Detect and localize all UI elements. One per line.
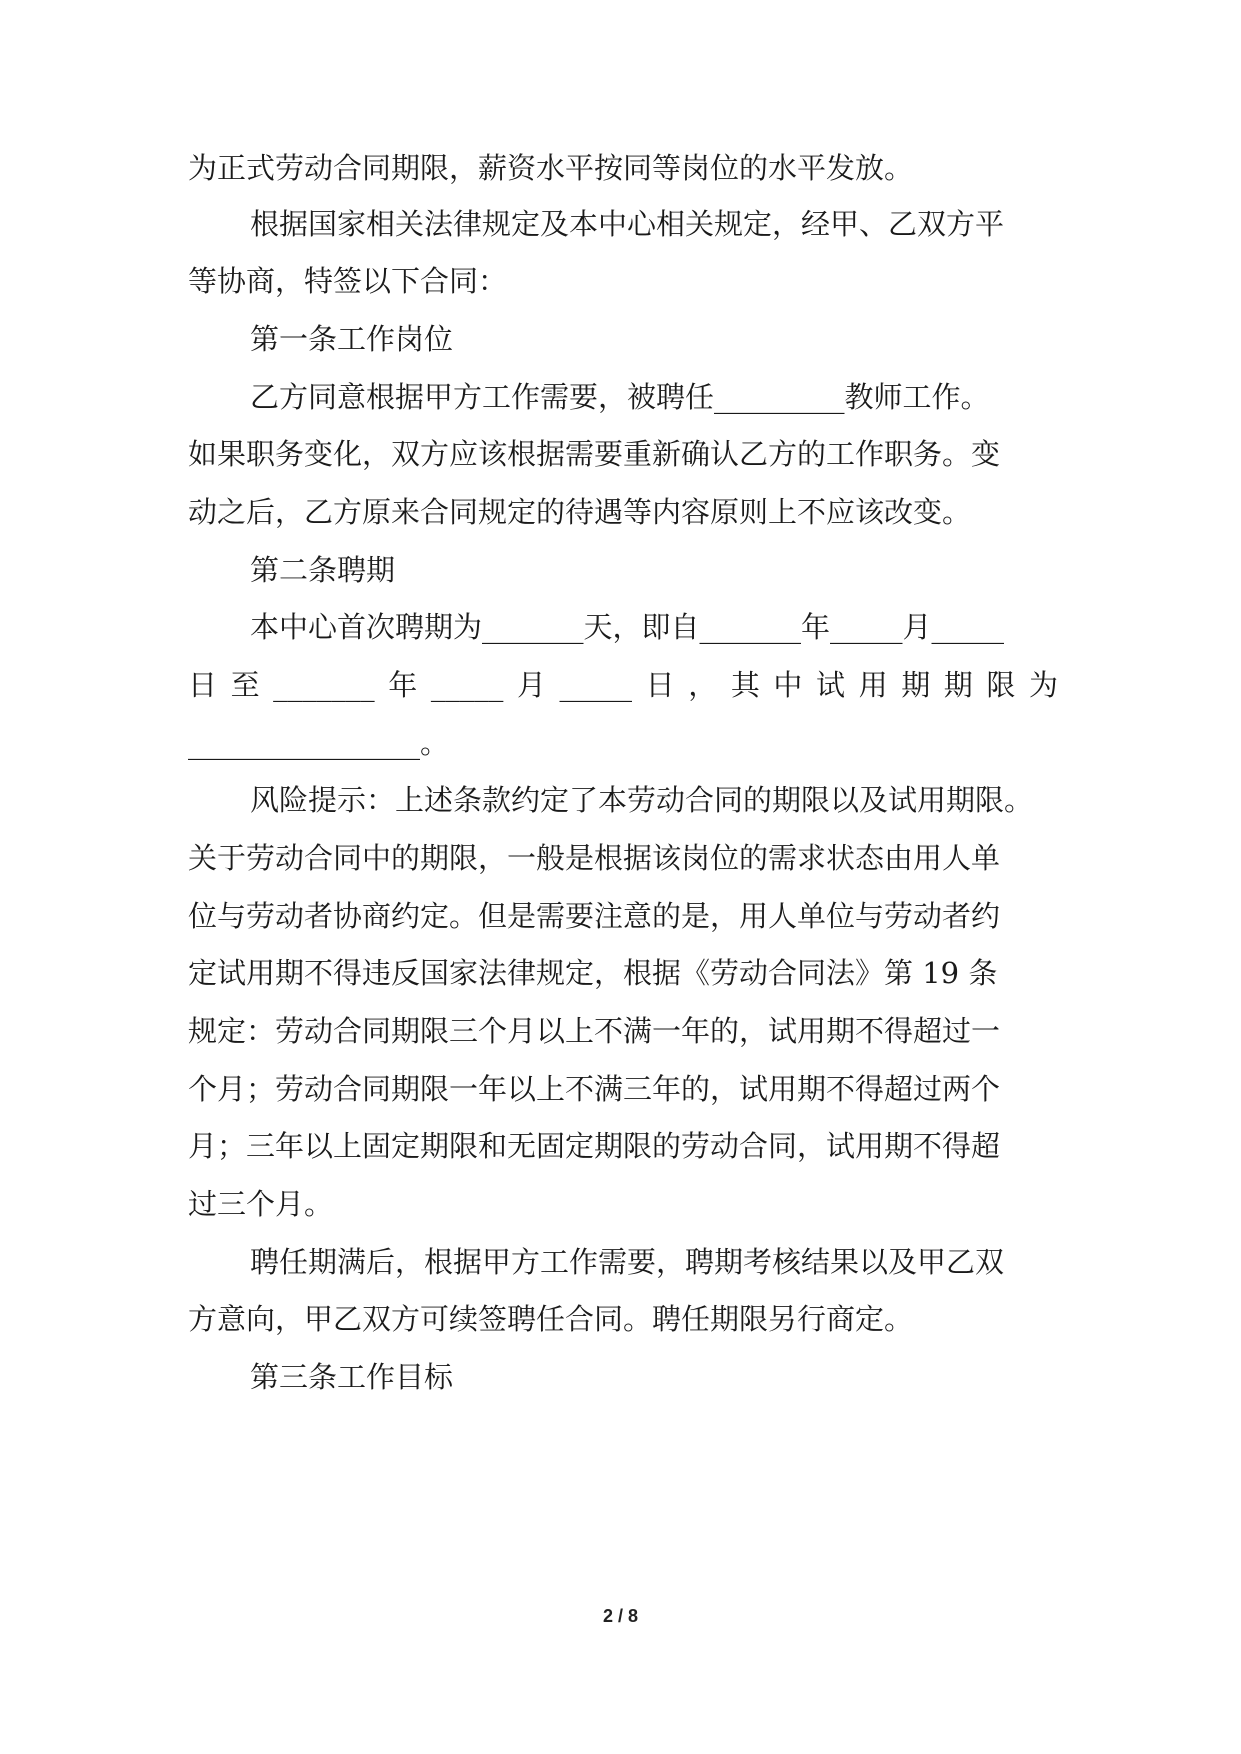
section-heading: 第一条工作岗位 [250, 322, 454, 356]
section-heading: 第三条工作目标 [250, 1360, 454, 1394]
paragraph-line: 本中心首次聘期为_______天，即自_______年_____月_____ [250, 610, 1005, 644]
paragraph-line: 为正式劳动合同期限，薪资水平按同等岗位的水平发放。 [188, 151, 914, 185]
risk-note-line: 关于劳动合同中的期限，一般是根据该岗位的需求状态由用人单 [188, 841, 1001, 875]
risk-note-line: 个月；劳动合同期限一年以上不满三年的，试用期不得超过两个 [188, 1072, 1001, 1106]
risk-note-line: 规定：劳动合同期限三个月以上不满一年的，试用期不得超过一 [188, 1014, 1001, 1048]
paragraph-line: 方意向，甲乙双方可续签聘任合同。聘任期限另行商定。 [188, 1302, 914, 1336]
paragraph-line: 日至_______年_____月_____日，其中试用期期限为 [188, 668, 1058, 702]
section-heading: 第二条聘期 [250, 553, 396, 587]
paragraph-line: 如果职务变化，双方应该根据需要重新确认乙方的工作职务。变 [188, 437, 1001, 471]
paragraph-line: 乙方同意根据甲方工作需要，被聘任_________教师工作。 [250, 380, 990, 414]
risk-note-line: 位与劳动者协商约定。但是需要注意的是，用人单位与劳动者约 [188, 899, 1001, 933]
paragraph-line: 根据国家相关法律规定及本中心相关规定，经甲、乙双方平 [250, 207, 1005, 241]
risk-note-line: 过三个月。 [188, 1187, 334, 1221]
risk-note-line: 月；三年以上固定期限和无固定期限的劳动合同，试用期不得超 [188, 1129, 1001, 1163]
paragraph-line: ________________。 [188, 726, 450, 760]
paragraph-line: 动之后，乙方原来合同规定的待遇等内容原则上不应该改变。 [188, 495, 972, 529]
risk-note-line: 风险提示：上述条款约定了本劳动合同的期限以及试用期限。 [250, 783, 1034, 817]
paragraph-line: 聘任期满后，根据甲方工作需要，聘期考核结果以及甲乙双 [250, 1245, 1005, 1279]
paragraph-line: 等协商，特签以下合同： [188, 264, 508, 298]
risk-note-line: 定试用期不得违反国家法律规定，根据《劳动合同法》第 19 条 [188, 956, 998, 990]
page-number: 2 / 8 [602, 1606, 639, 1626]
